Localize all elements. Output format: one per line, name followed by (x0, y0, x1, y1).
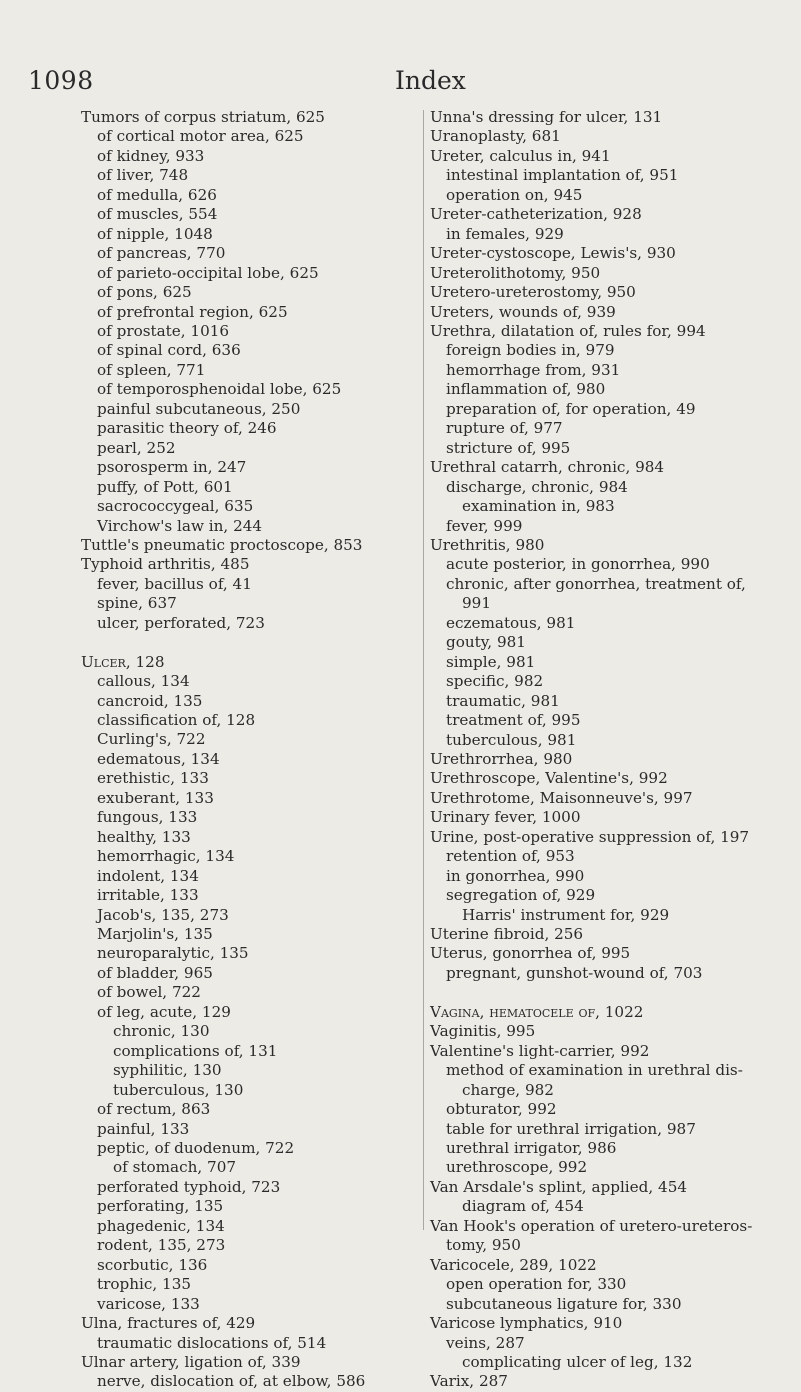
index-subentry: phagedenic, 134 (97, 1216, 225, 1235)
index-subentry: perforated typhoid, 723 (97, 1177, 281, 1196)
index-entry: Ureter-catheterization, 928 (430, 205, 642, 224)
page-header-title: Index (395, 66, 466, 95)
index-subentry: Jacob's, 135, 273 (97, 905, 229, 924)
index-subentry: syphilitic, 130 (113, 1061, 222, 1080)
index-entry: Uranoplasty, 681 (430, 127, 561, 146)
index-subentry: veins, 287 (446, 1333, 525, 1352)
index-subentry: foreign bodies in, 979 (446, 341, 615, 360)
index-subentry: of temporosphenoidal lobe, 625 (97, 380, 342, 399)
index-subentry: subcutaneous ligature for, 330 (446, 1294, 682, 1313)
index-subentry: fever, bacillus of, 41 (97, 574, 252, 593)
index-subentry: sacrococcygeal, 635 (97, 497, 254, 516)
index-subentry: chronic, after gonorrhea, treatment of, (446, 574, 746, 593)
index-subentry: painful, 133 (97, 1119, 190, 1138)
index-entry: Ureterolithotomy, 950 (430, 263, 601, 282)
index-subentry: trophic, 135 (97, 1275, 192, 1294)
index-subentry: neuroparalytic, 135 (97, 944, 249, 963)
index-entry: Urethra, dilatation of, rules for, 994 (430, 321, 706, 340)
index-subentry: pregnant, gunshot-wound of, 703 (446, 963, 703, 982)
index-subentry: varicose, 133 (97, 1294, 200, 1313)
index-subentry: scorbutic, 136 (97, 1255, 208, 1274)
index-subentry: indolent, 134 (97, 866, 199, 885)
index-subentry: eczematous, 981 (446, 613, 576, 632)
index-subentry: of spleen, 771 (97, 360, 206, 379)
index-subentry: callous, 134 (97, 672, 190, 691)
index-subentry: complicating ulcer of leg, 132 (462, 1352, 693, 1371)
index-subentry: exuberant, 133 (97, 788, 214, 807)
index-subentry: acute posterior, in gonorrhea, 990 (446, 555, 710, 574)
index-subentry: urethral irrigator, 986 (446, 1139, 617, 1157)
index-subentry: hemorrhagic, 134 (97, 847, 235, 866)
index-subentry: table for urethral irrigation, 987 (446, 1119, 696, 1138)
index-subentry: parasitic theory of, 246 (97, 419, 277, 438)
index-subentry: fungous, 133 (97, 808, 198, 827)
index-subentry: of prefrontal region, 625 (97, 302, 288, 321)
index-subentry: perforating, 135 (97, 1197, 224, 1216)
index-subentry: of muscles, 554 (97, 205, 218, 224)
index-subentry: 991 (462, 594, 491, 613)
index-entry: Van Arsdale's splint, applied, 454 (430, 1177, 688, 1196)
index-subentry: examination in, 983 (462, 497, 615, 516)
index-subentry: cancroid, 135 (97, 691, 203, 710)
index-subentry: inflammation of, 980 (446, 380, 606, 399)
index-entry: Tumors of corpus striatum, 625 (81, 108, 325, 126)
index-subentry: Curling's, 722 (97, 730, 206, 749)
index-subentry: fever, 999 (446, 516, 523, 535)
index-subentry: segregation of, 929 (446, 886, 596, 905)
index-subentry: peptic, of duodenum, 722 (97, 1139, 295, 1157)
index-subentry: of medulla, 626 (97, 185, 217, 204)
index-subentry: traumatic dislocations of, 514 (97, 1333, 327, 1352)
index-subentry: of liver, 748 (97, 166, 189, 185)
index-entry: Van Hook's operation of uretero-ureteros- (430, 1216, 753, 1235)
index-subentry: open operation for, 330 (446, 1275, 627, 1294)
index-column-right (430, 108, 798, 1392)
index-entry: Tuttle's pneumatic proctoscope, 853 (81, 535, 363, 554)
index-subentry: treatment of, 995 (446, 711, 581, 730)
index-subentry: retention of, 953 (446, 847, 575, 866)
index-entry: Ureter, calculus in, 941 (430, 146, 611, 165)
index-subentry: puffy, of Pott, 601 (97, 477, 233, 496)
index-subentry: of rectum, 863 (97, 1100, 211, 1119)
index-subentry: method of examination in urethral dis- (446, 1061, 743, 1080)
index-entry: Varicocele, 289, 1022 (430, 1255, 597, 1274)
index-subentry: classification of, 128 (97, 711, 256, 730)
index-subentry: tuberculous, 130 (113, 1080, 244, 1099)
index-subentry: operation on, 945 (446, 185, 583, 204)
index-subentry: of pons, 625 (97, 283, 192, 302)
index-entry: Valentine's light-carrier, 992 (430, 1041, 650, 1060)
index-subentry: of kidney, 933 (97, 146, 205, 165)
index-subentry: irritable, 133 (97, 886, 199, 905)
index-subentry: of nipple, 1048 (97, 224, 213, 243)
section-gap (81, 633, 421, 652)
index-subentry: of parieto-occipital lobe, 625 (97, 263, 319, 282)
index-subentry: of spinal cord, 636 (97, 341, 241, 360)
index-subentry: intestinal implantation of, 951 (446, 166, 679, 185)
index-subentry: nerve, dislocation of, at elbow, 586 (97, 1372, 366, 1391)
index-subentry: gouty, 981 (446, 633, 526, 652)
index-subentry: painful subcutaneous, 250 (97, 399, 301, 418)
index-subentry: ulcer, perforated, 723 (97, 613, 265, 632)
index-subentry: pearl, 252 (97, 438, 176, 457)
index-subentry: Harris' instrument for, 929 (462, 905, 670, 924)
index-subentry: urethroscope, 992 (446, 1158, 588, 1177)
index-subentry: chronic, 130 (113, 1022, 210, 1041)
index-entry: Urinary fever, 1000 (430, 808, 581, 827)
index-subentry: hemorrhage from, 931 (446, 360, 621, 379)
index-subentry: tomy, 950 (446, 1236, 521, 1255)
index-entry: Vagina, hematocele of, 1022 (430, 1002, 644, 1021)
index-subentry: diagram of, 454 (462, 1197, 584, 1216)
index-subentry: simple, 981 (446, 652, 536, 671)
index-subentry: tuberculous, 981 (446, 730, 577, 749)
index-entry: Ulna, fractures of, 429 (81, 1314, 256, 1333)
index-subentry: obturator, 992 (446, 1100, 557, 1119)
index-subentry: of stomach, 707 (113, 1158, 237, 1177)
index-subentry: of bladder, 965 (97, 963, 213, 982)
index-subentry: in gonorrhea, 990 (446, 866, 585, 885)
page-number: 1098 (28, 66, 94, 95)
index-entry: Urethrorrhea, 980 (430, 749, 573, 768)
index-entry: Urethritis, 980 (430, 535, 545, 554)
index-entry: Vaginitis, 995 (430, 1022, 536, 1041)
index-subentry: healthy, 133 (97, 827, 191, 846)
index-subentry: Marjolin's, 135 (97, 925, 213, 944)
index-subentry: of bowel, 722 (97, 983, 201, 1002)
index-subentry: discharge, chronic, 984 (446, 477, 628, 496)
index-subentry: of leg, acute, 129 (97, 1002, 231, 1021)
index-subentry: complications of, 131 (113, 1041, 278, 1060)
index-entry: Varicose lymphatics, 910 (430, 1314, 623, 1333)
index-entry: Unna's dressing for ulcer, 131 (430, 108, 663, 126)
index-subentry: rupture of, 977 (446, 419, 563, 438)
index-subentry: stricture of, 995 (446, 438, 571, 457)
index-subentry: charge, 982 (462, 1080, 554, 1099)
index-entry: Uterus, gonorrhea of, 995 (430, 944, 631, 963)
index-subentry: of prostate, 1016 (97, 321, 230, 340)
index-subentry: Virchow's law in, 244 (97, 516, 263, 535)
index-subentry: of pancreas, 770 (97, 244, 226, 263)
index-subentry: psorosperm in, 247 (97, 458, 247, 477)
index-entry: Typhoid arthritis, 485 (81, 555, 250, 574)
index-subentry: in females, 929 (446, 224, 564, 243)
index-subentry: of cortical motor area, 625 (97, 127, 304, 146)
index-subentry: specific, 982 (446, 672, 544, 691)
index-subentry: preparation of, for operation, 49 (446, 399, 696, 418)
index-entry: Ureters, wounds of, 939 (430, 302, 616, 321)
column-divider (423, 110, 424, 1230)
index-column-left (81, 108, 421, 1392)
index-subentry: rodent, 135, 273 (97, 1236, 226, 1255)
index-subentry: spine, 637 (97, 594, 177, 613)
index-entry: Urethrotome, Maisonneuve's, 997 (430, 788, 693, 807)
index-entry: Ulcer, 128 (81, 652, 165, 671)
index-entry: Varix, 287 (430, 1372, 508, 1391)
index-entry: Urethroscope, Valentine's, 992 (430, 769, 668, 788)
index-entry: Urethral catarrh, chronic, 984 (430, 458, 665, 477)
index-entry: Uretero-ureterostomy, 950 (430, 283, 636, 302)
section-gap (430, 983, 798, 1002)
index-entry: Urine, post-operative suppression of, 197 (430, 827, 750, 846)
index-entry: Ulnar artery, ligation of, 339 (81, 1352, 301, 1371)
index-subentry: edematous, 134 (97, 749, 220, 768)
index-subentry: erethistic, 133 (97, 769, 209, 788)
index-subentry: traumatic, 981 (446, 691, 560, 710)
index-entry: Uterine fibroid, 256 (430, 925, 584, 944)
index-entry: Ureter-cystoscope, Lewis's, 930 (430, 244, 676, 263)
